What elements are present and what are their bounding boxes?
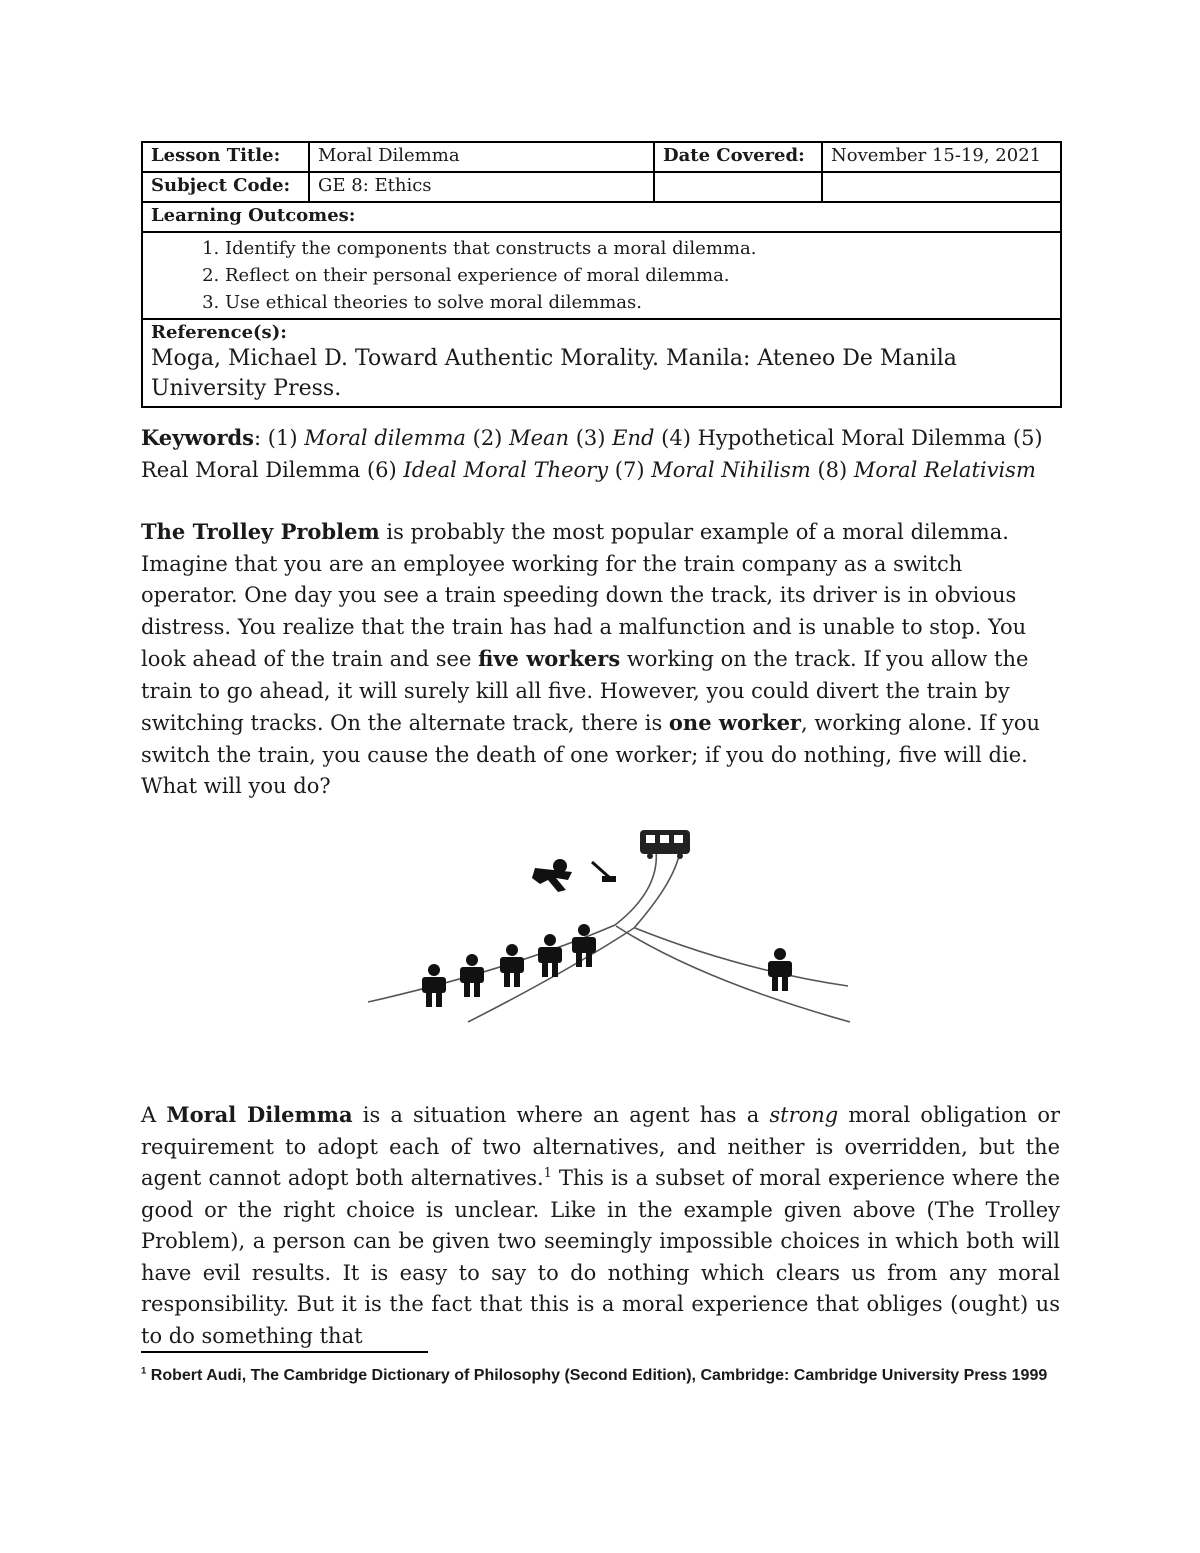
keyword-number: (8) [810,457,854,482]
keyword-term: Moral Nihilism [651,457,811,482]
trolley-car-icon [640,830,690,859]
footnote-text: Robert Audi, The Cambridge Dictionary of Philosophy (Second Edition), Cambridge: Cambridge University Press 1999 [146,1367,1048,1384]
trolley-problem-title: The Trolley Problem [141,519,380,544]
lesson-title-row [142,142,1061,172]
strong-emphasis: strong [769,1103,839,1127]
keyword-number: (3) [569,426,613,450]
lesson-title-value: Moral Dilemma [309,142,654,172]
learning-outcome-item: 1. Identify the components that constructs a moral dilemma. [225,235,1052,262]
date-covered-value: November 15-19, 2021 [822,142,1061,172]
keyword-term: Real Moral Dilemma [141,457,361,482]
paragraph-text: moral obligation or requirement to adopt each of two alternatives, and neither is overridden, but the agent cannot adopt both alternatives. [141,1103,1061,1190]
footnote-separator [141,1351,428,1353]
references-row [142,319,1061,407]
keywords-label: Keywords [141,425,255,450]
footnote [141,1364,1060,1388]
learning-outcomes-header-row [142,202,1061,232]
lesson-info-table [141,141,1062,408]
learning-outcomes-list [183,235,1052,316]
keyword-term: End [612,426,655,450]
branch-track [635,928,848,986]
branch-track [616,926,850,1022]
lesson-title-label: Lesson Title: [142,142,309,172]
subject-code-value: GE 8: Ethics [309,172,654,202]
moral-dilemma-term: Moral Dilemma [166,1102,353,1127]
learning-outcome-item: 2. Reflect on their personal experience of moral dilemma. [225,262,1052,289]
keyword-number: (1) [267,426,305,450]
moral-dilemma-paragraph [141,1099,1060,1352]
keyword-term: Ideal Moral Theory [403,457,609,482]
date-covered-label: Date Covered: [654,142,822,172]
learning-outcomes-label: Learning Outcomes: [142,202,1061,232]
subject-code-label: Subject Code: [142,172,309,202]
paragraph-text: , working alone. If you switch the train, you cause the death of one worker; if you do nothing, five will die. What will you do? [141,711,1041,798]
trolley-problem-paragraph [141,516,1060,803]
keyword-term: Moral dilemma [304,426,466,450]
keyword-term: Mean [509,426,570,450]
learning-outcomes-cell [142,232,1061,319]
references-cell [142,319,1061,407]
empty-cell [822,172,1061,202]
paragraph-text: working on the track. If you allow the train to go ahead, it will surely kill all five. However, you could divert the train by switching tracks. On the alternate track, there is [141,647,1029,735]
learning-outcomes-row [142,232,1061,319]
five-workers-emphasis: five workers [478,646,621,671]
switch-operator-icon [532,859,616,892]
keyword-number: (2) [465,426,510,450]
paragraph-text: This is a subset of moral experience where the good or the right choice is unclear. Like in the example given above (The Trolley Problem), a person can be given two seemingly impossible choices in which both will have evil results. It is easy to say to do nothing which clears us from any moral responsibility. But it is the fact that this is a moral experience that obliges (ought) us to do something that [141,1166,1061,1348]
keyword-number: (5) [1006,426,1043,450]
subject-code-row [142,172,1061,202]
keyword-number: (4) [654,426,698,450]
footnote-reference: 1 [543,1165,552,1180]
main-track [468,850,680,1022]
paragraph-text: is probably the most popular example of a moral dilemma. Imagine that you are an employee working for the train company as a switch operator. One day you see a train speeding down the track, its driver is in obvious distress. You realize that the train has had a malfunction and is unable to stop. You look ahead of the train and see [141,520,1027,671]
empty-cell [654,172,822,202]
one-worker-icon [768,948,792,991]
paragraph-text: A [141,1103,167,1127]
keyword-number: (7) [608,457,652,482]
keyword-term: Moral Relativism [853,457,1036,482]
main-track [368,850,656,1002]
trolley-problem-illustration [360,820,860,1040]
one-worker-emphasis: one worker [668,710,801,735]
reference-citation: Moga, Michael D. Toward Authentic Morality. Manila: Ateneo De Manila University Press. [151,345,957,401]
footnote-number: 1 [141,1365,147,1377]
paragraph-text: is a situation where an agent has a [352,1103,770,1127]
keywords-colon: : [254,426,268,450]
keyword-term: Hypothetical Moral Dilemma [697,426,1007,450]
references-label: Reference(s): [151,322,287,343]
learning-outcome-item: 3. Use ethical theories to solve moral dilemmas. [225,289,1052,316]
keywords-paragraph [141,422,1060,486]
five-workers-icon [422,924,596,1007]
keyword-number: (6) [360,457,404,482]
